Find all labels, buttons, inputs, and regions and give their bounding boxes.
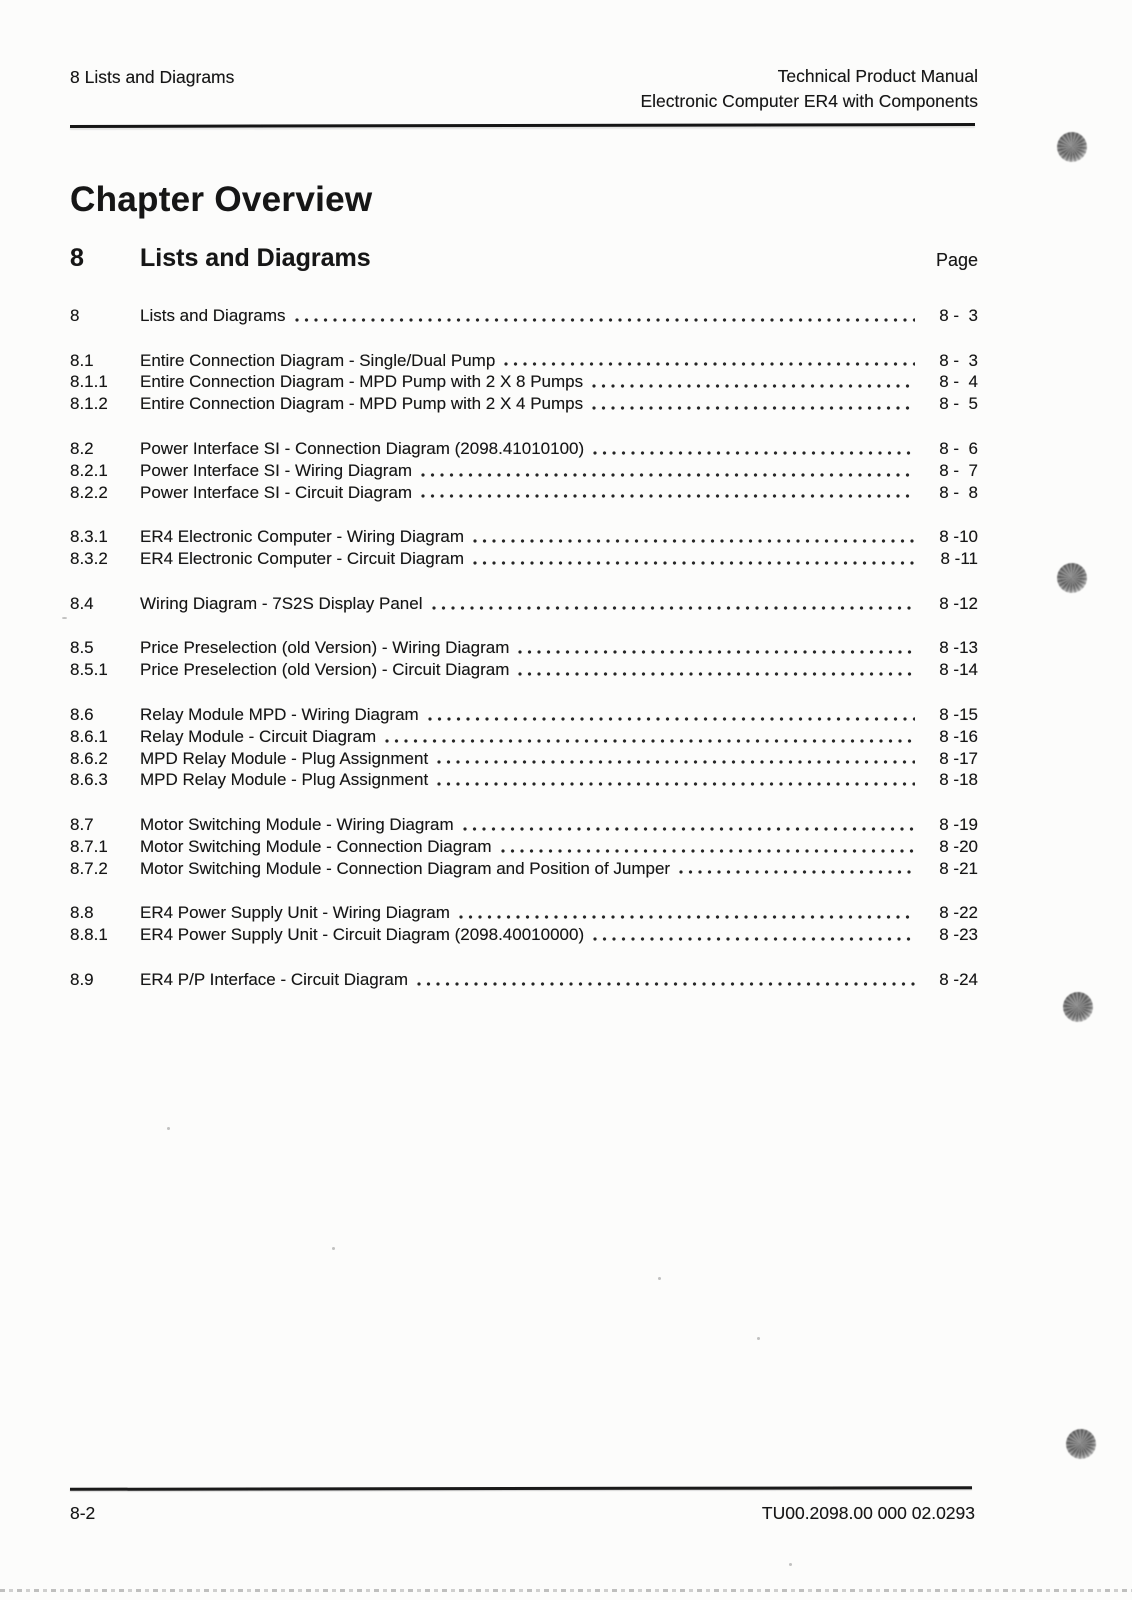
- footer-doc-code: TU00.2098.00 000 02.0293: [761, 1503, 975, 1523]
- header-manual-title: [640, 64, 978, 114]
- toc-group: [70, 637, 978, 681]
- dot-leader: [679, 869, 915, 875]
- toc-entry: [70, 769, 978, 791]
- toc-entry-number: 8.5: [70, 638, 94, 658]
- toc-entry-page: 8 -24: [939, 969, 978, 989]
- toc-entry-title: Wiring Diagram - 7S2S Display Panel: [140, 593, 423, 613]
- toc-entry-title: ER4 Power Supply Unit - Circuit Diagram (2098.40010000): [140, 925, 585, 945]
- toc-entry-page: 8 -19: [939, 814, 978, 834]
- scan-speck: [757, 1337, 760, 1340]
- section-number: 8: [70, 244, 84, 272]
- page-footer: [70, 1503, 975, 1524]
- toc-entry: [70, 482, 978, 504]
- toc-entry: [70, 924, 978, 946]
- header-rule: [70, 123, 975, 128]
- table-of-contents: [70, 305, 978, 1013]
- dot-leader: [428, 716, 915, 722]
- toc-entry-number: 8.3.1: [70, 527, 108, 547]
- toc-entry: [70, 969, 978, 991]
- dot-leader: [421, 493, 915, 499]
- toc-entry-title: Price Preselection (old Version) - Circuit Diagram: [140, 660, 510, 680]
- toc-entry: [70, 704, 978, 726]
- toc-entry-title: ER4 Electronic Computer - Wiring Diagram: [140, 527, 465, 547]
- toc-entry-title: ER4 P/P Interface - Circuit Diagram: [140, 969, 408, 989]
- toc-entry: [70, 814, 978, 836]
- toc-entry: [70, 593, 978, 615]
- toc-group: [70, 969, 978, 991]
- toc-entry-page: 8 - 5: [939, 394, 978, 414]
- toc-group: [70, 438, 978, 503]
- toc-entry-number: 8.1: [70, 350, 94, 370]
- footer-rule: [70, 1486, 972, 1490]
- toc-group: [70, 902, 978, 946]
- section-title: Lists and Diagrams: [140, 244, 371, 272]
- dot-leader: [432, 605, 916, 611]
- toc-entry-page: 8 -15: [939, 704, 978, 724]
- toc-entry-page: 8 - 6: [939, 438, 978, 458]
- toc-entry-title: Power Interface SI - Wiring Diagram: [140, 460, 413, 480]
- header-manual-title-line2: Electronic Computer ER4 with Components: [640, 91, 978, 111]
- section-heading: [70, 244, 978, 273]
- toc-entry-page: 8 - 7: [939, 460, 978, 480]
- page-header: [70, 64, 978, 114]
- toc-entry-number: 8.6.3: [70, 770, 108, 790]
- toc-entry: [70, 858, 978, 880]
- dot-leader: [518, 671, 915, 677]
- toc-entry-page: 8 -21: [939, 858, 978, 878]
- dot-leader: [459, 914, 915, 920]
- scan-speck: [658, 1277, 661, 1280]
- toc-entry-title: Lists and Diagrams: [140, 306, 286, 325]
- dot-leader: [437, 759, 915, 765]
- toc-entry-title: Power Interface SI - Connection Diagram (2098.41010100): [140, 438, 585, 458]
- toc-entry: [70, 438, 978, 460]
- toc-group: [70, 593, 978, 615]
- toc-group: [70, 526, 978, 570]
- toc-entry: [70, 305, 978, 327]
- dot-leader: [385, 738, 915, 744]
- dot-leader: [593, 936, 915, 942]
- toc-entry-page: 8 -23: [939, 925, 978, 945]
- toc-group: [70, 305, 978, 327]
- punch-hole-icon: [1057, 132, 1087, 162]
- dot-leader: [593, 450, 915, 456]
- toc-entry-number: 8: [70, 306, 80, 325]
- toc-entry-title: Price Preselection (old Version) - Wiring Diagram: [140, 638, 510, 658]
- toc-entry-page: 8 -13: [939, 638, 978, 658]
- toc-group: [70, 350, 978, 415]
- toc-group: [70, 704, 978, 791]
- toc-entry-number: 8.3.2: [70, 549, 108, 569]
- toc-entry-title: Motor Switching Module - Wiring Diagram: [140, 814, 454, 834]
- punch-hole-icon: [1066, 1429, 1096, 1459]
- toc-group: [70, 814, 978, 879]
- toc-entry-page: 8 -14: [939, 660, 978, 680]
- dot-leader: [504, 361, 915, 367]
- toc-entry-number: 8.6: [70, 704, 94, 724]
- toc-entry: [70, 836, 978, 858]
- toc-entry-number: 8.7: [70, 814, 94, 834]
- toc-entry-page: 8 -20: [939, 836, 978, 856]
- scan-speck: [62, 617, 67, 619]
- toc-entry-page: 8 -16: [939, 726, 978, 746]
- toc-entry-page: 8 -18: [939, 770, 978, 790]
- toc-entry: [70, 460, 978, 482]
- toc-entry-number: 8.8: [70, 903, 94, 923]
- toc-entry-number: 8.5.1: [70, 660, 108, 680]
- toc-entry-page: 8 - 4: [939, 372, 978, 392]
- toc-entry-title: Motor Switching Module - Connection Diagram and Position of Jumper: [140, 858, 671, 878]
- toc-entry: [70, 637, 978, 659]
- toc-entry-title: Relay Module - Circuit Diagram: [140, 726, 377, 746]
- dot-leader: [437, 781, 915, 787]
- toc-entry-number: 8.7.2: [70, 858, 108, 878]
- dot-leader: [592, 405, 915, 411]
- toc-entry-number: 8.1.2: [70, 394, 108, 414]
- toc-entry-page: 8 -10: [939, 527, 978, 547]
- toc-entry-number: 8.6.1: [70, 726, 108, 746]
- toc-entry: [70, 350, 978, 372]
- toc-entry-page: 8 - 3: [939, 306, 978, 325]
- scan-speck: [167, 1127, 170, 1130]
- toc-entry-title: Entire Connection Diagram - Single/Dual Pump: [140, 350, 496, 370]
- toc-entry: [70, 393, 978, 415]
- toc-entry-page: 8 -12: [939, 593, 978, 613]
- toc-entry-page: 8 -11: [940, 549, 978, 569]
- dot-leader: [421, 472, 915, 478]
- dot-leader: [463, 826, 915, 832]
- toc-entry-title: Motor Switching Module - Connection Diagram: [140, 836, 492, 856]
- toc-entry: [70, 748, 978, 770]
- toc-entry-number: 8.2: [70, 438, 94, 458]
- toc-entry: [70, 659, 978, 681]
- toc-entry-number: 8.8.1: [70, 925, 108, 945]
- toc-entry: [70, 526, 978, 548]
- toc-entry-number: 8.2.1: [70, 460, 108, 480]
- page-column-label: Page: [935, 250, 978, 270]
- toc-entry-title: Entire Connection Diagram - MPD Pump with 2 X 4 Pumps: [140, 394, 584, 414]
- scan-speck: [789, 1563, 792, 1566]
- punch-hole-icon: [1057, 563, 1087, 593]
- toc-entry-number: 8.9: [70, 969, 94, 989]
- toc-entry-title: Power Interface SI - Circuit Diagram: [140, 482, 413, 502]
- dot-leader: [473, 560, 915, 566]
- toc-entry-title: ER4 Power Supply Unit - Wiring Diagram: [140, 903, 450, 923]
- toc-entry-number: 8.1.1: [70, 372, 108, 392]
- scan-speck: [332, 1247, 335, 1250]
- toc-entry-page: 8 -17: [939, 748, 978, 768]
- toc-entry-title: Entire Connection Diagram - MPD Pump with 2 X 8 Pumps: [140, 372, 584, 392]
- dot-leader: [501, 848, 916, 854]
- toc-entry: [70, 902, 978, 924]
- toc-entry: [70, 726, 978, 748]
- dot-leader: [518, 649, 915, 655]
- dot-leader: [592, 383, 915, 389]
- toc-entry-title: MPD Relay Module - Plug Assignment: [140, 748, 429, 768]
- toc-entry-page: 8 - 3: [939, 350, 978, 370]
- dot-leader: [417, 981, 915, 987]
- toc-entry-title: ER4 Electronic Computer - Circuit Diagram: [140, 549, 465, 569]
- dot-leader: [295, 317, 915, 323]
- punch-hole-icon: [1063, 992, 1093, 1022]
- toc-entry-number: 8.2.2: [70, 482, 108, 502]
- toc-entry: [70, 548, 978, 570]
- toc-entry: [70, 371, 978, 393]
- scan-edge-artifact: [0, 1589, 1132, 1592]
- header-manual-title-line1: Technical Product Manual: [777, 66, 978, 86]
- toc-entry-number: 8.4: [70, 593, 94, 613]
- toc-entry-number: 8.7.1: [70, 836, 108, 856]
- toc-entry-page: 8 -22: [939, 903, 978, 923]
- toc-entry-page: 8 - 8: [939, 482, 978, 502]
- dot-leader: [473, 538, 915, 544]
- chapter-overview-title: Chapter Overview: [70, 180, 373, 219]
- toc-entry-title: Relay Module MPD - Wiring Diagram: [140, 704, 419, 724]
- footer-page-number: 8-2: [70, 1503, 96, 1523]
- header-chapter-label: 8 Lists and Diagrams: [70, 67, 235, 87]
- toc-entry-number: 8.6.2: [70, 748, 108, 768]
- toc-entry-title: MPD Relay Module - Plug Assignment: [140, 770, 429, 790]
